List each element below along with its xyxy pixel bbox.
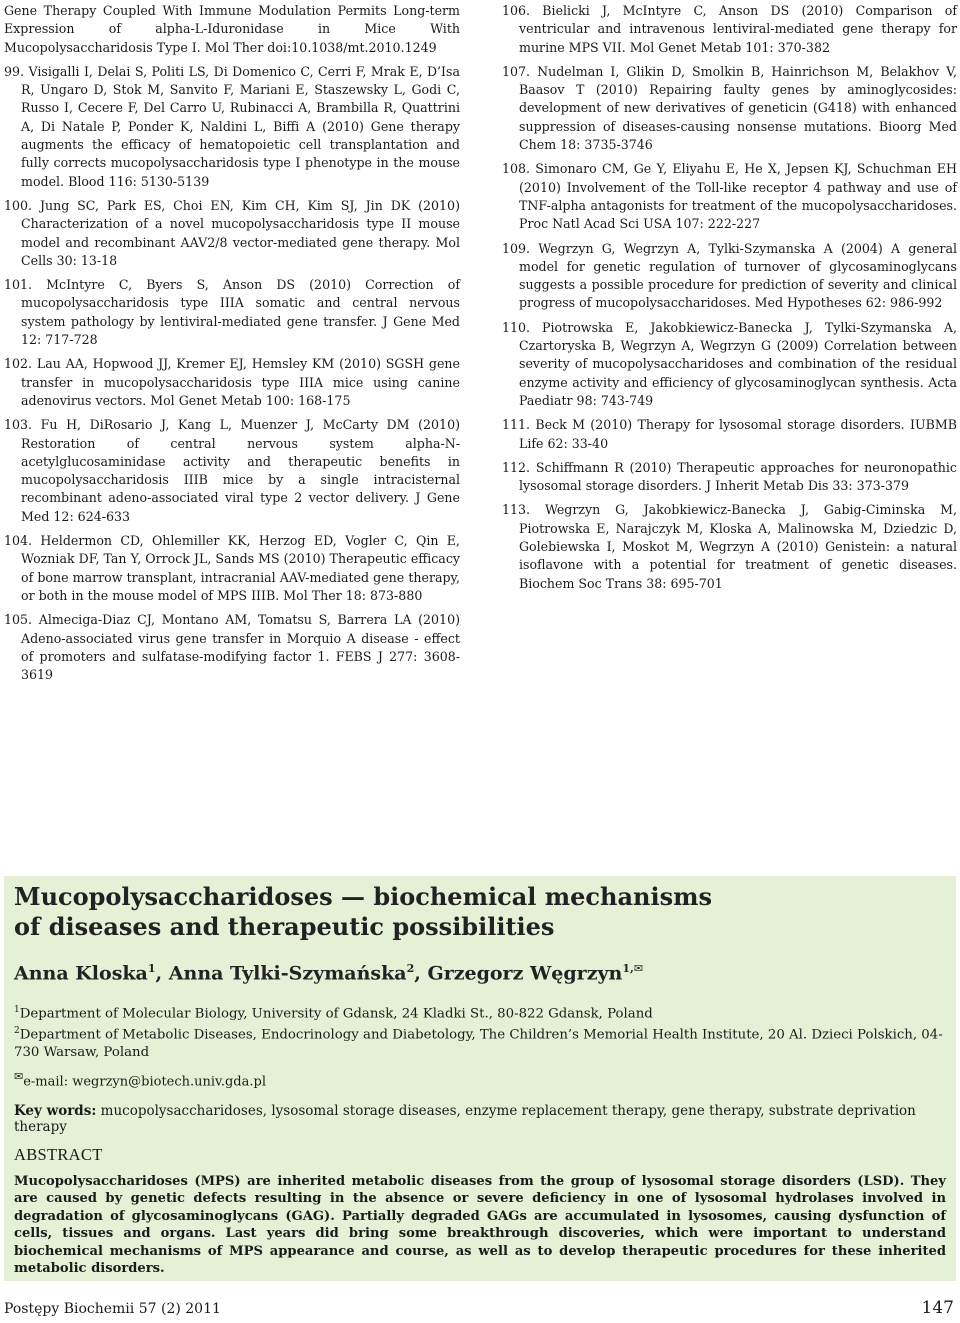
- author-affiliation-sup: 1: [147, 962, 156, 975]
- reference-item: [502, 501, 957, 592]
- affiliation: [14, 1002, 946, 1023]
- reference-item: [502, 459, 957, 496]
- reference-number: 100.: [4, 197, 33, 213]
- article-title-line-1: Mucopolysaccharidoses — biochemical mechanisms: [14, 882, 712, 911]
- reference-item: [502, 2, 957, 57]
- reference-number: 105.: [4, 612, 33, 628]
- keywords-label: Key words:: [14, 1103, 97, 1119]
- reference-number: 108.: [502, 161, 531, 177]
- author-affiliation-sup: 2: [406, 962, 415, 975]
- author-name: Grzegorz Węgrzyn: [427, 962, 623, 985]
- reference-number: 106.: [502, 3, 531, 18]
- affiliation-text: Department of Metabolic Diseases, Endocrinology and Diabetology, The Children’s Memorial Health Institute, 20 Al. Dzieci Polskich, 04-730 Warsaw, Poland: [14, 1027, 943, 1061]
- reference-text: Heldermon CD, Ohlemiller KK, Herzog ED, Vogler C, Qin E, Wozniak DF, Tan Y, Orrock JL, Sands MS (2010) Therapeutic efficacy of bone marrow transplant, intracranial AAV-mediated gene therapy, or both in the mouse model of MPS IIIB. Mol Ther 18: 873-880: [21, 533, 460, 603]
- reference-number: 101.: [4, 277, 33, 293]
- references-left-column: [4, 2, 460, 690]
- reference-item: [4, 276, 460, 349]
- abstract-text: Mucopolysaccharidoses (MPS) are inherited metabolic diseases from the group of lysosomal storage disorders (LSD). They are caused by genetic defects resulting in the absence or severe deficiency in one of lysosomal hydrolases involved in degradation of glycosaminoglycans (GAG). Partially degraded GAGs are accumulated in lysosomes, causing dysfunction of cells, tissues and organs. Last years did bring some breakthrough discoveries, which were important to understand biochemical mechanisms of MPS appearance and course, as well as to develop therapeutic procedures for these inherited metabolic disorders.: [14, 1174, 946, 1277]
- corresponding-email: [14, 1070, 946, 1089]
- reference-number: 104.: [4, 533, 33, 549]
- reference-item: [4, 532, 460, 605]
- envelope-icon: ✉: [633, 962, 644, 975]
- affiliation-sup: 2: [14, 1026, 20, 1037]
- reference-item: [4, 611, 460, 684]
- reference-item: [502, 319, 957, 410]
- reference-item: [4, 416, 460, 526]
- reference-item: [502, 160, 957, 233]
- envelope-icon: ✉: [14, 1069, 24, 1083]
- reference-number: 113.: [502, 502, 531, 518]
- reference-number: 103.: [4, 417, 33, 433]
- reference-text: Visigalli I, Delai S, Politi LS, Di Domenico C, Cerri F, Mrak E, D’Isa R, Ungaro D, Stok M, Sanvito F, Mariani E, Staszewsky L, Godi C, Russo I, Cecere F, Del Carro U, Rubinacci A, Brambilla R, Quattrini A, Di Natale P, Ponder K, Naldini L, Biffi A (2010) Gene therapy augments the efficacy of hematopoietic cell transplantation and fully corrects mucopolysaccharidosis type I phenotype in the mouse model. Blood 116: 5130-5139: [21, 63, 460, 189]
- reference-item: [502, 63, 957, 154]
- author-list: Anna Kloska$^1$, Anna Tylki-Szymańska$^2$, Grzegorz Węgrzyn$^{1,✉}$: [14, 962, 644, 985]
- reference-number: 99.: [4, 63, 25, 79]
- reference-text: Piotrowska E, Jakobkiewicz-Banecka J, Tylki-Szymanska A, Czartoryska B, Wegrzyn A, Wegrzyn G (2009) Correlation between severity of mucopolysaccharidoses and combination of the residual enzyme activity and efficiency of glycosaminoglycan synthesis. Acta Paediatr 98: 743-749: [519, 319, 957, 408]
- reference-number: 102.: [4, 356, 33, 372]
- references-right-column: [502, 2, 957, 599]
- reference-text: Nudelman I, Glikin D, Smolkin B, Hainrichson M, Belakhov V, Baasov T (2010) Repairing faulty genes by aminoglycosides: development of new derivatives of geneticin (G418) with enhanced suppression of diseases-causing nonsense mutations. Bioorg Med Chem 18: 3735-3746: [519, 63, 957, 153]
- reference-number: 107.: [502, 63, 531, 79]
- reference-item: [4, 63, 460, 191]
- reference-text: Wegrzyn G, Jakobkiewicz-Banecka J, Gabig-Ciminska M, Piotrowska E, Narajczyk M, Kloska A, Malinowska M, Dziedzic D, Golebiewska I, Moskot M, Wegrzyn A (2010) Genistein: a natural isoflavone with a potential for treatment of genetic diseases. Biochem Soc Trans 38: 695-701: [519, 502, 957, 591]
- reference-number: 111.: [502, 417, 531, 433]
- reference-text: Almeciga-Diaz CJ, Montano AM, Tomatsu S, Barrera LA (2010) Adeno-associated virus gene transfer in Morquio A disease - effect of promoters and sulfatase-modifying factor 1. FEBS J 277: 3608-3619: [21, 612, 460, 683]
- reference-text: Gene Therapy Coupled With Immune Modulation Permits Long-term Expression of alpha-L-Iduronidase in Mice With Mucopolysaccharidosis Type I. Mol Ther doi:10.1038/mt.2010.1249: [4, 3, 460, 55]
- affiliation: [14, 1023, 946, 1061]
- reference-item: [4, 197, 460, 270]
- footer-journal-citation: Postępy Biochemii 57 (2) 2011: [4, 1301, 221, 1317]
- reference-number: 110.: [502, 319, 531, 335]
- article-title-line-2: of diseases and therapeutic possibilities: [14, 912, 555, 941]
- abstract-heading: ABSTRACT: [14, 1145, 103, 1164]
- reference-item: [502, 416, 957, 453]
- reference-item: [4, 2, 460, 57]
- reference-item: [4, 355, 460, 410]
- email-text: e-mail: wegrzyn@biotech.univ.gda.pl: [23, 1074, 266, 1089]
- reference-text: McIntyre C, Byers S, Anson DS (2010) Correction of mucopolysaccharidosis type IIIA somatic and central nervous system pathology by lentiviral-mediated gene transfer. J Gene Med 12: 717-728: [21, 277, 460, 348]
- affiliation-text: Department of Molecular Biology, University of Gdansk, 24 Kladki St., 80-822 Gdansk, Poland: [19, 1006, 653, 1022]
- reference-number: 112.: [502, 459, 531, 475]
- reference-text: Schiffmann R (2010) Therapeutic approaches for neuronopathic lysosomal storage disorders. J Inherit Metab Dis 33: 373-379: [519, 459, 957, 494]
- reference-item: [502, 240, 957, 313]
- reference-text: Lau AA, Hopwood JJ, Kremer EJ, Hemsley KM (2010) SGSH gene transfer in mucopolysaccharidosis type IIIA mice using canine adenovirus vectors. Mol Genet Metab 100: 168-175: [21, 356, 460, 408]
- reference-text: Bielicki J, McIntyre C, Anson DS (2010) Comparison of ventricular and intravenous lentiviral-mediated gene therapy for murine MPS VII. Mol Genet Metab 101: 370-382: [519, 3, 957, 55]
- page-number: 147: [921, 1298, 954, 1318]
- reference-text: Wegrzyn G, Wegrzyn A, Tylki-Szymanska A (2004) A general model for genetic regulation of turnover of glycosaminoglycans suggests a possible procedure for prediction of severity and clinical progress of mucopolysaccharidoses. Med Hypotheses 62: 986-992: [519, 240, 957, 311]
- article-title: [14, 882, 946, 942]
- reference-text: Simonaro CM, Ge Y, Eliyahu E, He X, Jepsen KJ, Schuchman EH (2010) Involvement of the Toll-like receptor 4 pathway and use of TNF-alpha antagonists for treatment of the mucopolysaccharidoses. Proc Natl Acad Sci USA 107: 222-227: [519, 161, 957, 232]
- reference-text: Jung SC, Park ES, Choi EN, Kim CH, Kim SJ, Jin DK (2010) Characterization of a novel mucopolysaccharidosis type II mouse model and recombinant AAV2/8 vector-mediated gene therapy. Mol Cells 30: 13-18: [21, 197, 460, 268]
- author-affiliation-sup: 1,: [622, 962, 634, 975]
- article-header-box: [4, 876, 956, 1281]
- keywords: [14, 1103, 946, 1135]
- reference-text: Fu H, DiRosario J, Kang L, Muenzer J, McCarty DM (2010) Restoration of central nervous system alpha-N-acetylglucosaminidase activity and therapeutic benefits in mucopolysaccharidosis IIIB mice by a single intracisternal recombinant adeno-associated viral type 2 vector delivery. J Gene Med 12: 624-633: [21, 417, 460, 524]
- author-name: Anna Tylki-Szymańska: [168, 962, 407, 985]
- reference-number: 109.: [502, 240, 531, 256]
- reference-text: Beck M (2010) Therapy for lysosomal storage disorders. IUBMB Life 62: 33-40: [519, 417, 957, 451]
- keywords-text: mucopolysaccharidoses, lysosomal storage diseases, enzyme replacement therapy, gene therapy, substrate deprivation therapy: [14, 1103, 916, 1135]
- author-name: Anna Kloska: [14, 962, 148, 985]
- affiliation-sup: 1: [14, 1005, 20, 1016]
